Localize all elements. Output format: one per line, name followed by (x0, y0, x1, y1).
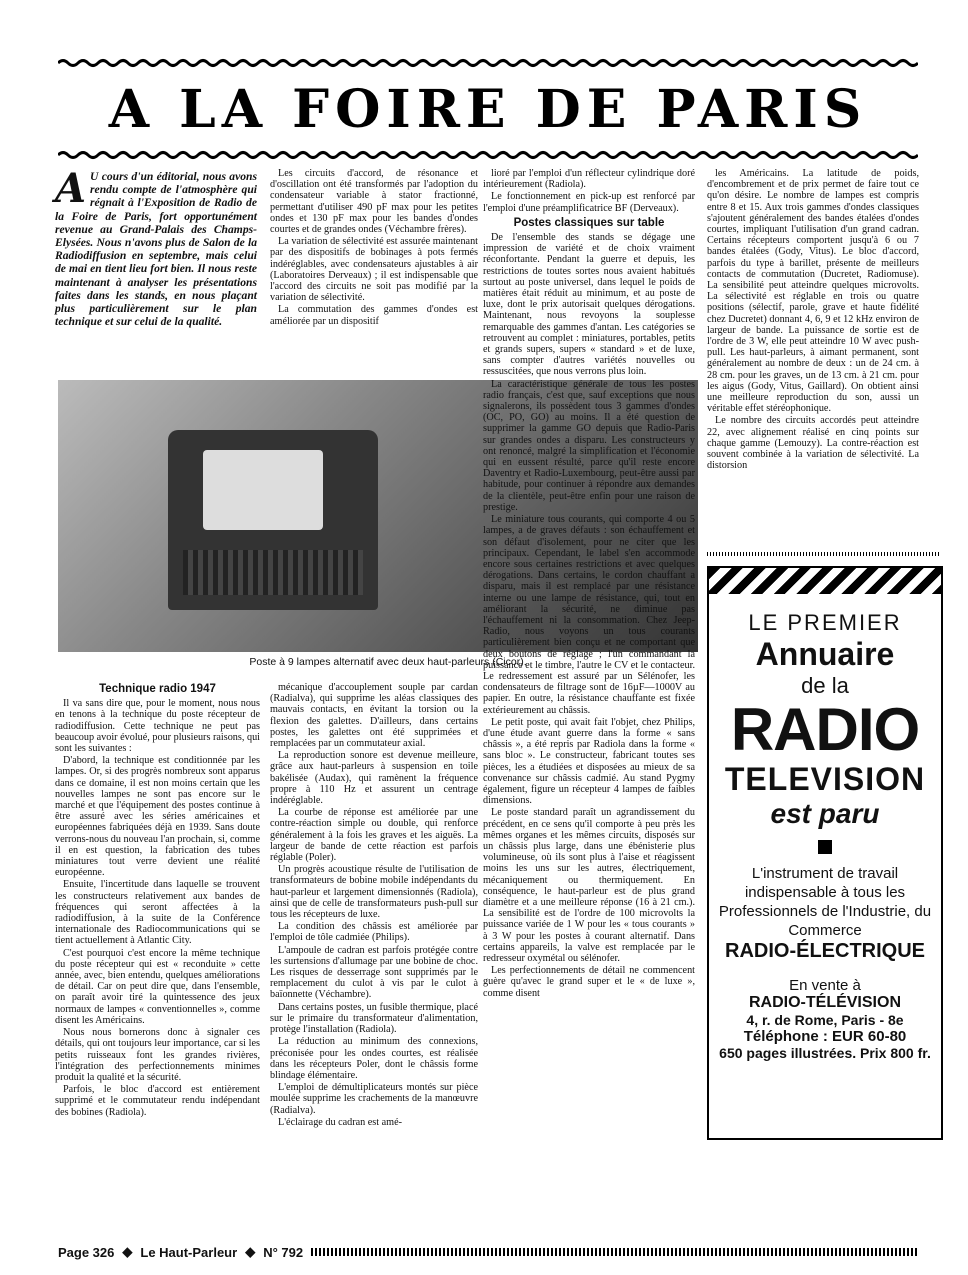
page-footer (58, 1244, 918, 1260)
footer-hatch (311, 1248, 918, 1256)
ad-line: est paru (770, 798, 880, 829)
paragraph: Le petit poste, qui avait fait l'objet, chez Philips, d'une étude avant guerre dans la forme « sans châssis », a été repris par Radiola dans la forme « sans bloc ». Le constructeur, fabricant toutes ses pièces, les a étudiées et disposées au mieux de sa convenance sur châssis cadmié. Au stand Pygmy également, figure un récepteur 4 lampes de faibles dimensions. (483, 716, 695, 807)
top-wavy-rule (58, 58, 918, 68)
ad-line: L'instrument de travail indispensable à tous les Professionnels de l'Industrie, du Commerce (718, 865, 932, 939)
paragraph: Dans certains postes, un fusible thermique, placé sur le primaire du transformateur d'alimentation, protège l'installation (Radiola). (270, 1001, 478, 1036)
paragraph: Parfois, le bloc d'accord est entièrement supprimé et le commutateur rendu indépendant des bobines (Radiola). (55, 1084, 260, 1118)
column-4 (707, 168, 919, 548)
paragraph: L'ampoule de cadran est parfois protégée contre les surtensions d'allumage par une bobine de choc. Les risques de desserrage sont supprimés par le remplacement du culot à vis par le culot à baïonnette (Véchambre). (270, 944, 478, 1001)
diamond-icon: ◆ (245, 1244, 256, 1259)
paragraph: La courbe de réponse est améliorée par une contre-réaction simple ou double, qui renforce généralement à la fois les graves et les aiguës. La largeur de bande de cette réaction est parfois réglable (Poler). (270, 807, 478, 864)
footer-issue: N° 792 (263, 1244, 304, 1260)
paragraph: La variation de sélectivité est assurée maintenant par des dispositifs de bobinages à pots fermés indéréglables, avec condensateurs ajustables à air (Laboratoires Derveaux) ; il est indispensable que l'accord des circuits ne soit pas modifié par la variation de sélectivité. (270, 236, 478, 304)
paragraph: Le fonctionnement en pick-up est renforcé par l'emploi d'une préamplificatrice BF (Derveaux). (483, 191, 695, 214)
paragraph: lioré par l'emploi d'un réflecteur cylindrique doré intérieurement (Radiola). (483, 168, 695, 191)
paragraph: La réduction au minimum des connexions, préconisée pour les ondes courtes, est réalisée dans les récepteurs Poler, dont le châssis forme blindage élémentaire. (270, 1036, 478, 1081)
dropcap: A (55, 165, 87, 212)
intro-paragraph (55, 165, 257, 329)
paragraph: La condition des châssis est améliorée par l'emploi de tôle cadmiée (Philips). (270, 921, 478, 944)
paragraph: Le nombre des circuits accordés peut atteindre 22, avec alignement réalisé en cinq points sur chaque gamme (Lemouzy). La contre-réaction est souvent combinée à la variation de sélectivité. La distorsion (707, 415, 919, 472)
footer-page-number: Page 326 (58, 1244, 115, 1260)
paragraph: Le miniature tous courants, qui comporte 4 ou 5 lampes, a de graves défauts : son échauffement et son défaut d'isolement, pour ne citer que les principaux. Cependant, le label s'en accommode encore sous certaines restrictions et avec quelques dérogations. Dans certains, le cordon chauffant a disparu, mais il est remplacé par une résistance interne ou une lampe de résistance, qui, tout en améliorant la sécurité, ne diminue pas l'échauffement ni la consommation. Chez Jeep-Radio, nous voyons un tous courants particulièrement bien conçu et ne comportant que deux boutons de réglage ; l'un commandant la puissance et le timbre, l'autre le CV et le contacteur. Le redressement est assuré par un Sélénofer, les condensateurs de filtrage sont de 16µF—1000V au papier. En outre, la résistance chauffante est fixée extérieurement au châssis. (483, 514, 695, 716)
ad-line: RADIO-TÉLÉVISION (748, 994, 901, 1011)
column-1-bottom (55, 680, 260, 1235)
radio-cabinet-image (168, 430, 378, 610)
paragraph: Le poste standard paraît un agrandissement du précédent, en ce sens qu'il comporte à peu près les mêmes organes et les mêmes circuits, disposés sur un châssis plus large, dans une ébénisterie plus volumineuse, où ils sont plus à l'aise et réagissent moins les uns sur les autres, électriquement, mécaniquement ou thermiquement. En conséquence, le haut-parleur est de plus grand diamètre et a une meilleure réponse (16 à 21 cm.). La sensibilité est de l'ordre de 100 microvolts la puissance variée de 1 W pour les « tous courants » à 3 W pour les postes à courant alternatif. Dans certains appareils, la valve est remplacée par le redresseur oxymétal ou sélénofer. (483, 807, 695, 965)
footer-journal: Le Haut-Parleur (140, 1244, 238, 1260)
paragraph: D'abord, la technique est conditionnée par les lampes. Or, si des progrès nombreux sont apparus dans ce domaine, il est non moins certain que les nouvelles lampes ne sont pas encore sur le marché et que l'équipement des postes continue à être assuré avec les séries américaines et européennes fabriquées déjà en 1939. Sans doute verrons-nous du nouveau l'an prochain, si, comme il en est question, la fabrication des tubes miniatures tout verre devient une réalité européenne. (55, 755, 260, 879)
ad-chevron-border (709, 568, 941, 594)
paragraph: Les perfectionnements de détail ne commencent guère qu'avec le grand super et le « de luxe », comme disent (483, 965, 695, 999)
ad-line: En vente à (789, 977, 861, 994)
speaker-grille (183, 550, 363, 595)
section-heading-technique: Technique radio 1947 (99, 683, 216, 695)
annuaire-advertisement (707, 566, 943, 1140)
ad-line: de la (801, 673, 849, 698)
ad-line: RADIO (730, 696, 920, 763)
title-wavy-rule (58, 150, 918, 160)
page-title: A LA FOIRE DE PARIS (108, 79, 868, 140)
diamond-icon: ◆ (122, 1244, 133, 1259)
ad-line: Annuaire (755, 636, 895, 672)
paragraph: L'emploi de démultiplicateurs montés sur pièce moulée supprime les crachements de la manœuvre (Radialva). (270, 1082, 478, 1116)
section-heading-postes: Postes classiques sur table (513, 216, 665, 229)
intro-column (55, 165, 257, 370)
square-bullet-icon (818, 840, 832, 854)
ad-line: Téléphone : EUR 60-80 (743, 1028, 907, 1045)
ad-line: LE PREMIER (748, 610, 902, 635)
paragraph: mécanique d'accouplement souple par cardan (Radialva), qui supprime les aléas classiques des mauvais contacts, en évitant la torsion ou la flexion des galettes. D'ailleurs, dans certains postes, les galettes ont été supprimées et remplacées par un commutateur axial. (270, 682, 478, 750)
paragraph: La commutation des gammes d'ondes est améliorée par un dispositif (270, 304, 478, 327)
paragraph: les Américains. La latitude de poids, d'encombrement et de prix permet de faire tout ce qu'on désire. Le nombre de lampes est compris entre 8 et 15. Aux trois gammes d'ondes classiques s'ajoutent généralement des bandes étalées d'ondes courtes, impliquant l'utilisation d'un grand cadran. Certains récepteurs comportent jusqu'à 6 ou 7 bandes étalées (Gody, Vitus). Le bloc d'accord, parfois du type à barillet, présente de meilleurs contacts de commutation (Ducretet, Radiomuse). La sensibilité peut atteindre quelques microvolts. La sélectivité est réglable en trois ou quatre positions (sélectif, parole, grave et haute fidélité chez Ducretet) donnant 4, 6, 9 et 12 kHz environ de largeur de bande. La puissance de sortie est de l'ordre de 3 W, elle peut atteindre 10 W avec push-pull. Les haut-parleurs, à aimant permanent, sont généralement au nombre de deux : un de 24 cm. à 28 cm. pour les graves, un de 13 cm. à 21 cm. pour les aigus (Gody, Vitus, Gaillard). On obtient ainsi une meilleure reproduction du son, aussi un véritable effet stéréophonique. (707, 168, 919, 415)
dial-panel (203, 450, 323, 530)
ad-line: TELEVISION (724, 761, 926, 797)
column-2-bottom (270, 682, 478, 1237)
photo-caption: Poste à 9 lampes alternatif avec deux haut-parleurs (Cicor). (249, 656, 527, 668)
paragraph: La reproduction sonore est devenue meilleure, grâce aux haut-parleurs à suspension en toile bakélisée (Audax), qui ramènent la fréquence propre à 110 Hz et assurent un centrage indéréglable. (270, 750, 478, 807)
paragraph: Un progrès acoustique résulte de l'utilisation de transformateurs de bobine mobile indépendants du haut-parleur et largement dimensionnés (Radiola), ainsi que de celle de transformateurs push-pull sur tous les récepteurs de luxe. (270, 864, 478, 921)
paragraph: Nous nous bornerons donc à signaler ces détails, qui ont toujours leur importance, car si les petits ruisseaux font les grandes rivières, l'intégration des perfectionnements minimes produit la qualité et la sécurité. (55, 1027, 260, 1083)
intro-text: U cours d'un éditorial, nous avons rendu compte de l'atmosphère qui régnait à l'Exposition de Radio de la Foire de Paris, fort opportunément revenue au Grand-Palais des Champs-Elysées. Nous n'avons plus de Salon de la Radiodiffusion en septembre, mais celui de mai en tient lieu fort bien. Il nous reste maintenant à analyser les présentations faites dans les stands, en nous plaçant plus particulièrement sur le plan technique et sur celui de la qualité. (55, 170, 257, 329)
paragraph: Il va sans dire que, pour le moment, nous nous en tenons à la technique du poste récepteur de radiodiffusion. Cette technique ne peut pas beaucoup avoir évolué, pour plusieurs raisons, qui sont les suivantes : (55, 698, 260, 755)
ad-line: RADIO-ÉLECTRIQUE (725, 940, 925, 962)
paragraph: Les circuits d'accord, de résonance et d'oscillation ont été transformés par l'adoption du condensateur variable à stator fractionné, permettant d'utiliser 490 pF max pour les petites ondes et 130 pF max pour les bandes d'ondes courtes et de grandes ondes (Véchambre frères). (270, 168, 478, 236)
column-3 (483, 168, 695, 1238)
ad-line: 650 pages illustrées. Prix 800 fr. (719, 1045, 931, 1061)
paragraph: Ensuite, l'incertitude dans laquelle se trouvent les constructeurs relativement aux bandes de fréquences qui seront affectées à la radiodiffusion, à la suite de la Conférence internationale des Radiocommunications qui se tient actuellement à Atlantic City. (55, 879, 260, 947)
paragraph: De l'ensemble des stands se dégage une impression de variété et de choix vraiment réconfortante. Pendant la guerre et depuis, les restrictions de toutes sortes nous avaient habitués surtout au poste universel, dans lequel le poids de matières était réduit au minimum, et au poste de luxe, dont le prix autorisait quelques dérogations. Maintenant, nous revoyons la souplesse remarquable des gammes d'antan. Les catégories se retrouvent au complet : miniatures, portables, petits et grands supers, supers « standard » et de luxe, sans compter d'autres variétés nouvelles ou ressuscitées, que nous verrons plus loin. (483, 232, 695, 378)
column-2-top (270, 168, 478, 373)
paragraph: C'est pourquoi c'est encore la même technique du poste récepteur qui est « reconduite » cette année, avec, bien entendu, quelques améliorations de détail. Car on peut dire que, dans l'ensemble, on paraît avoir tiré la quintessence des jeux normaux de lampes « conventionnelles », comme disent les Américains. (55, 947, 260, 1026)
paragraph: La caractéristique générale de tous les postes radio français, c'est que, sauf exceptions que nous signalerons, ils possèdent tous 3 gammes d'ondes (OC, PO, GO) au moins. Il a été question de supprimer la gamme GO depuis que Radio-Paris sur grandes ondes a disparu. Les constructeurs y ont renoncé, malgré la simplification et l'économie qui en eussent résulté, parce qu'il reste encore Daventry et Radio-Luxembourg, peut-être aussi par habitude, pour continuer à répondre aux demandes de la clientèle, peut-être enfin pour une raison de prestige. (483, 378, 695, 513)
ad-line: 4, r. de Rome, Paris - 8e (746, 1012, 904, 1028)
column-4-dotted-rule (707, 552, 939, 556)
paragraph: L'éclairage du cadran est amé- (278, 1116, 403, 1128)
